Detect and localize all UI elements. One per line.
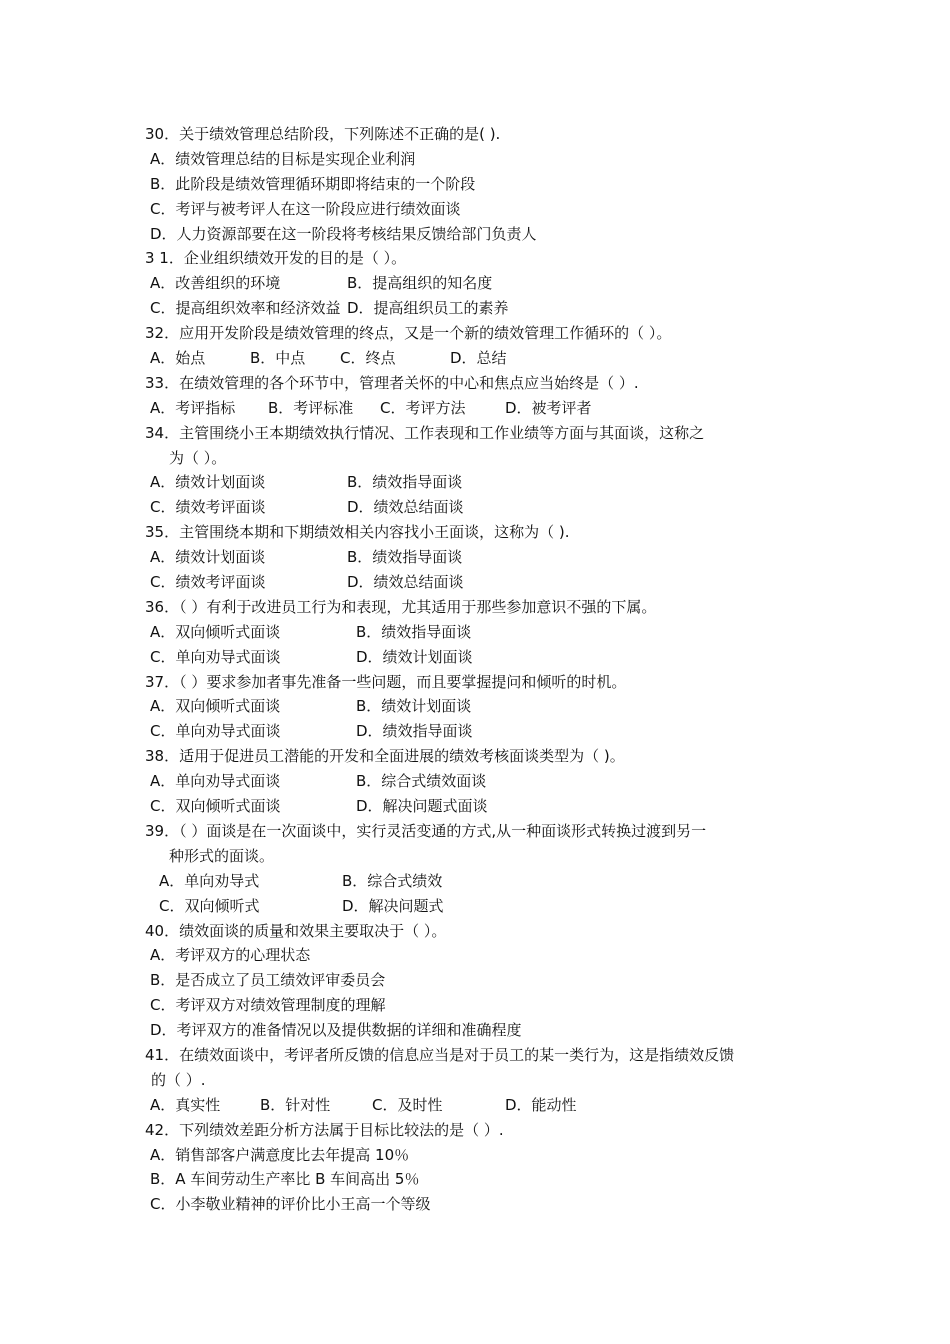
option-row: [145, 869, 845, 894]
question-stem: 37．（ ）要求参加者事先准备一些问题，而且要掌握提问和倾听的时机。: [145, 672, 627, 691]
question-item: [145, 1118, 845, 1218]
question-item: [145, 670, 845, 745]
question-item: [145, 371, 845, 421]
question-stem: 39．（ ）面谈是在一次面谈中，实行灵活变通的方式,从一种面谈形式转换过渡到另一: [145, 821, 707, 840]
option-row: [145, 794, 845, 819]
question-stem: 32．应用开发阶段是绩效管理的终点，又是一个新的绩效管理工作循环的（ ）。: [145, 324, 672, 343]
answer-option: C．及时性: [372, 1095, 443, 1114]
question-item: [145, 321, 845, 371]
answer-option: B．是否成立了员工绩效评审委员会: [150, 971, 386, 990]
answer-option: A．真实性: [150, 1095, 221, 1114]
question-stem: 30．关于绩效管理总结阶段，下列陈述不正确的是( ).: [145, 125, 501, 143]
option-row: [145, 1192, 845, 1217]
answer-option: B．提高组织的知名度: [347, 274, 493, 293]
question-stem: 40．绩效面谈的质量和效果主要取决于（ ）。: [145, 921, 447, 940]
option-row: [145, 545, 845, 570]
question-stem: 3 1．企业组织绩效开发的目的是（ ）。: [145, 249, 407, 268]
option-row: [145, 645, 845, 670]
option-row: [145, 1018, 845, 1043]
answer-option: B．绩效指导面谈: [356, 622, 472, 641]
answer-option: A．考评指标: [150, 398, 236, 417]
question-stem: 33．在绩效管理的各个环节中，管理者关怀的中心和焦点应当始终是（ ）.: [145, 373, 639, 392]
answer-option: B．绩效指导面谈: [347, 548, 463, 567]
option-row: [145, 271, 845, 296]
option-row: [145, 769, 845, 794]
answer-option: C．考评双方对绩效管理制度的理解: [150, 996, 386, 1015]
answer-option: C．终点: [340, 349, 396, 368]
option-row: [145, 1143, 845, 1168]
answer-option: C．小李敬业精神的评价比小王高一个等级: [150, 1195, 431, 1214]
answer-option: B．绩效指导面谈: [347, 473, 463, 492]
answer-option: A．单向劝导式: [159, 871, 260, 890]
answer-option: D．提高组织员工的素养: [347, 299, 509, 318]
question-stem-continuation: 种形式的面谈。: [169, 846, 275, 865]
question-stem: 42．下列绩效差距分析方法属于目标比较法的是（ ）.: [145, 1120, 504, 1139]
option-row: [145, 620, 845, 645]
answer-option: D．绩效指导面谈: [356, 722, 473, 741]
answer-option: D．考评双方的准备情况以及提供数据的详细和准确程度: [150, 1021, 522, 1040]
question-item: [145, 246, 845, 321]
answer-option: C．提高组织效率和经济效益: [150, 299, 341, 318]
answer-option: B．此阶段是绩效管理循环期即将结束的一个阶段: [150, 174, 476, 193]
option-row: [145, 470, 845, 495]
question-stem: 41．在绩效面谈中，考评者所反馈的信息应当是对于员工的某一类行为，这是指绩效反馈: [145, 1045, 735, 1064]
answer-option: D．人力资源部要在这一阶段将考核结果反馈给部门负责人: [150, 224, 537, 243]
answer-option: B．针对性: [260, 1095, 331, 1114]
option-row: [145, 968, 845, 993]
answer-option: D．绩效计划面谈: [356, 647, 473, 666]
answer-option: C．考评方法: [380, 398, 466, 417]
question-item: [145, 744, 845, 819]
question-item: [145, 1043, 845, 1118]
answer-option: D．能动性: [505, 1095, 577, 1114]
question-list: [145, 122, 845, 1217]
answer-option: B．综合式绩效: [342, 871, 443, 890]
answer-option: D．绩效总结面谈: [347, 573, 464, 592]
option-row: [145, 943, 845, 968]
question-item: [145, 122, 845, 246]
option-row: [145, 570, 845, 595]
answer-option: C．绩效考评面谈: [150, 573, 266, 592]
answer-option: A．考评双方的心理状态: [150, 946, 311, 965]
question-item: [145, 919, 845, 1043]
answer-option: C．双向倾听式面谈: [150, 797, 281, 816]
answer-option: D．解决问题式: [342, 896, 444, 915]
option-row: [145, 197, 845, 222]
answer-option: C．考评与被考评人在这一阶段应进行绩效面谈: [150, 199, 461, 218]
answer-option: C．绩效考评面谈: [150, 498, 266, 517]
option-row: [145, 296, 845, 321]
option-row: [145, 495, 845, 520]
answer-option: A．绩效管理总结的目标是实现企业利润: [150, 149, 416, 168]
answer-option: C．单向劝导式面谈: [150, 647, 281, 666]
answer-option: A．双向倾听式面谈: [150, 622, 281, 641]
option-row: [145, 1093, 845, 1118]
question-stem-continuation: 的（ ）.: [151, 1070, 206, 1089]
answer-option: A．销售部客户满意度比去年提高 10％: [150, 1145, 410, 1164]
question-item: [145, 421, 845, 521]
answer-option: B．绩效计划面谈: [356, 697, 472, 716]
answer-option: B．中点: [250, 349, 306, 368]
option-row: [145, 396, 845, 421]
answer-option: D．被考评者: [505, 398, 592, 417]
option-row: [145, 172, 845, 197]
answer-option: A．绩效计划面谈: [150, 548, 266, 567]
option-row: [145, 346, 845, 371]
question-stem: 34．主管围绕小王本期绩效执行情况、工作表现和工作业绩等方面与其面谈，这称之: [145, 423, 705, 442]
answer-option: B．考评标准: [268, 398, 354, 417]
question-stem: 36．（ ）有利于改进员工行为和表现，尤其适用于那些参加意识不强的下属。: [145, 597, 657, 616]
option-row: [145, 894, 845, 919]
question-stem: 35．主管围绕本期和下期绩效相关内容找小王面谈，这称为（ ).: [145, 523, 570, 542]
answer-option: B．综合式绩效面谈: [356, 772, 487, 791]
question-stem: 38．适用于促进员工潜能的开发和全面进展的绩效考核面谈类型为（ )。: [145, 747, 625, 766]
option-row: [145, 694, 845, 719]
answer-option: A．双向倾听式面谈: [150, 697, 281, 716]
answer-option: A．始点: [150, 349, 206, 368]
answer-option: D．解决问题式面谈: [356, 797, 488, 816]
option-row: [145, 1167, 845, 1192]
option-row: [145, 147, 845, 172]
question-item: [145, 595, 845, 670]
option-row: [145, 222, 845, 247]
answer-option: A．单向劝导式面谈: [150, 772, 281, 791]
answer-option: B．A 车间劳动生产率比 B 车间高出 5％: [150, 1170, 420, 1189]
question-item: [145, 819, 845, 919]
option-row: [145, 993, 845, 1018]
answer-option: C．双向倾听式: [159, 896, 260, 915]
answer-option: A．绩效计划面谈: [150, 473, 266, 492]
option-row: [145, 719, 845, 744]
question-stem-continuation: 为（ ）。: [169, 448, 227, 467]
answer-option: D．绩效总结面谈: [347, 498, 464, 517]
question-item: [145, 520, 845, 595]
answer-option: A．改善组织的环境: [150, 274, 281, 293]
answer-option: C．单向劝导式面谈: [150, 722, 281, 741]
answer-option: D．总结: [450, 349, 507, 368]
